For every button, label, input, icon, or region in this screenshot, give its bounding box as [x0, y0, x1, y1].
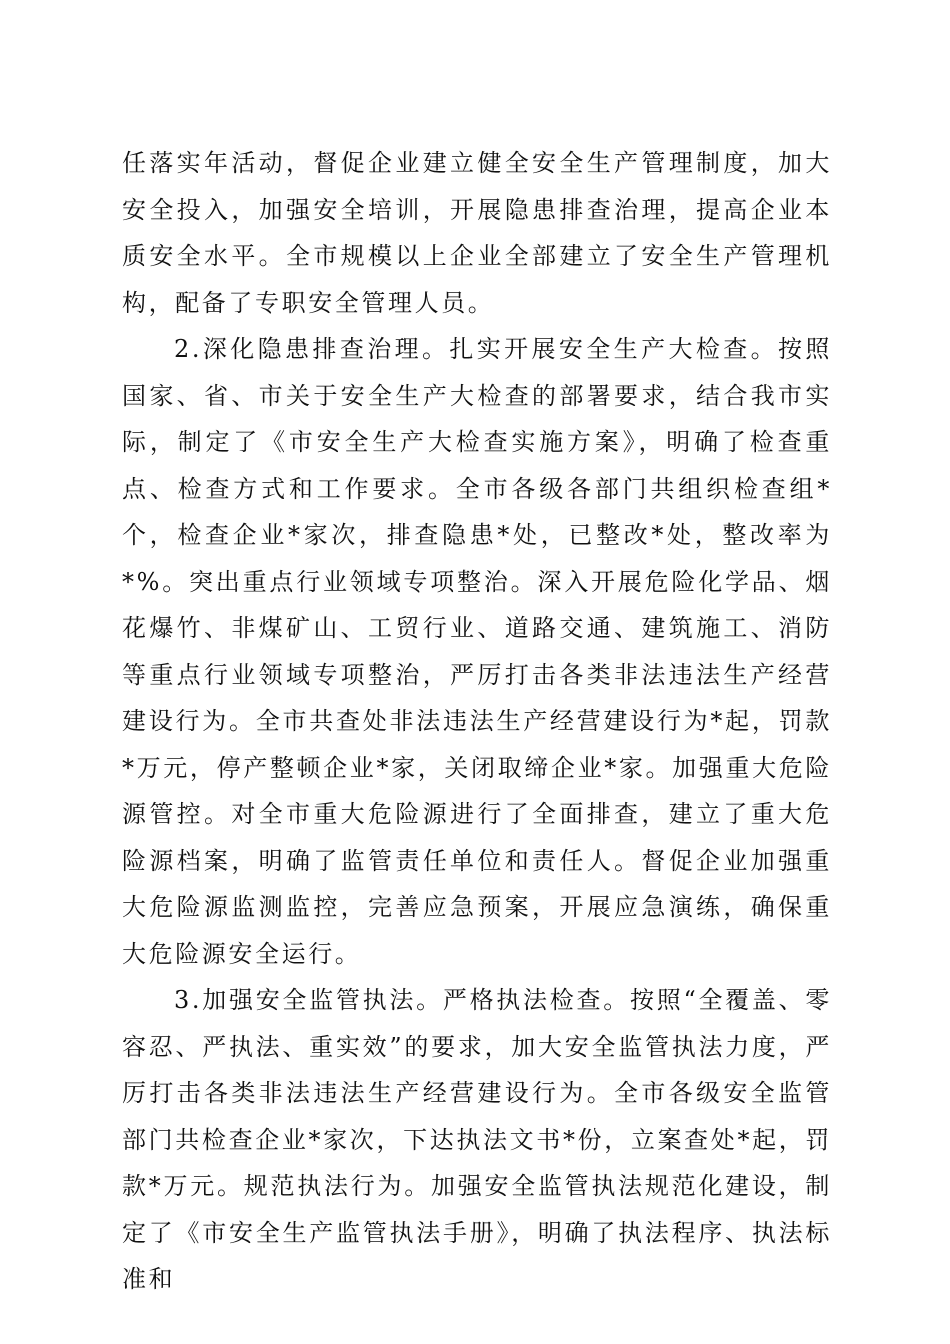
document-body — [122, 140, 832, 1303]
paragraph-law-enforcement: 3.加强安全监管执法。严格执法检查。按照“全覆盖、零容忍、严执法、重实效”的要求，加大安全监管执法力度，严厉打击各类非法违法生产经营建设行为。全市各级安全监管部门共检查企业*家次，下达执法文书*份，立案查处*起，罚款*万元。规范执法行为。加强安全监管执法规范化建设，制定了《市安全生产监管执法手册》，明确了执法程序、执法标准和 — [122, 986, 832, 1293]
paragraph-continuation: 任落实年活动，督促企业建立健全安全生产管理制度，加大安全投入，加强安全培训，开展隐患排查治理，提高企业本质安全水平。全市规模以上企业全部建立了安全生产管理机构，配备了专职安全管理人员。 — [122, 149, 832, 317]
paragraph-hazard-inspection: 2.深化隐患排查治理。扎实开展安全生产大检查。按照国家、省、市关于安全生产大检查的部署要求，结合我市实际，制定了《市安全生产大检查实施方案》，明确了检查重点、检查方式和工作要求。全市各级各部门共组织检查组*个，检查企业*家次，排查隐患*处，已整改*处，整改率为*%。突出重点行业领域专项整治。深入开展危险化学品、烟花爆竹、非煤矿山、工贸行业、道路交通、建筑施工、消防等重点行业领域专项整治，严厉打击各类非法违法生产经营建设行为。全市共查处非法违法生产经营建设行为*起，罚款*万元，停产整顿企业*家，关闭取缔企业*家。加强重大危险源管控。对全市重大危险源进行了全面排查，建立了重大危险源档案，明确了监管责任单位和责任人。督促企业加强重大危险源监测监控，完善应急预案，开展应急演练，确保重大危险源安全运行。 — [122, 335, 832, 968]
